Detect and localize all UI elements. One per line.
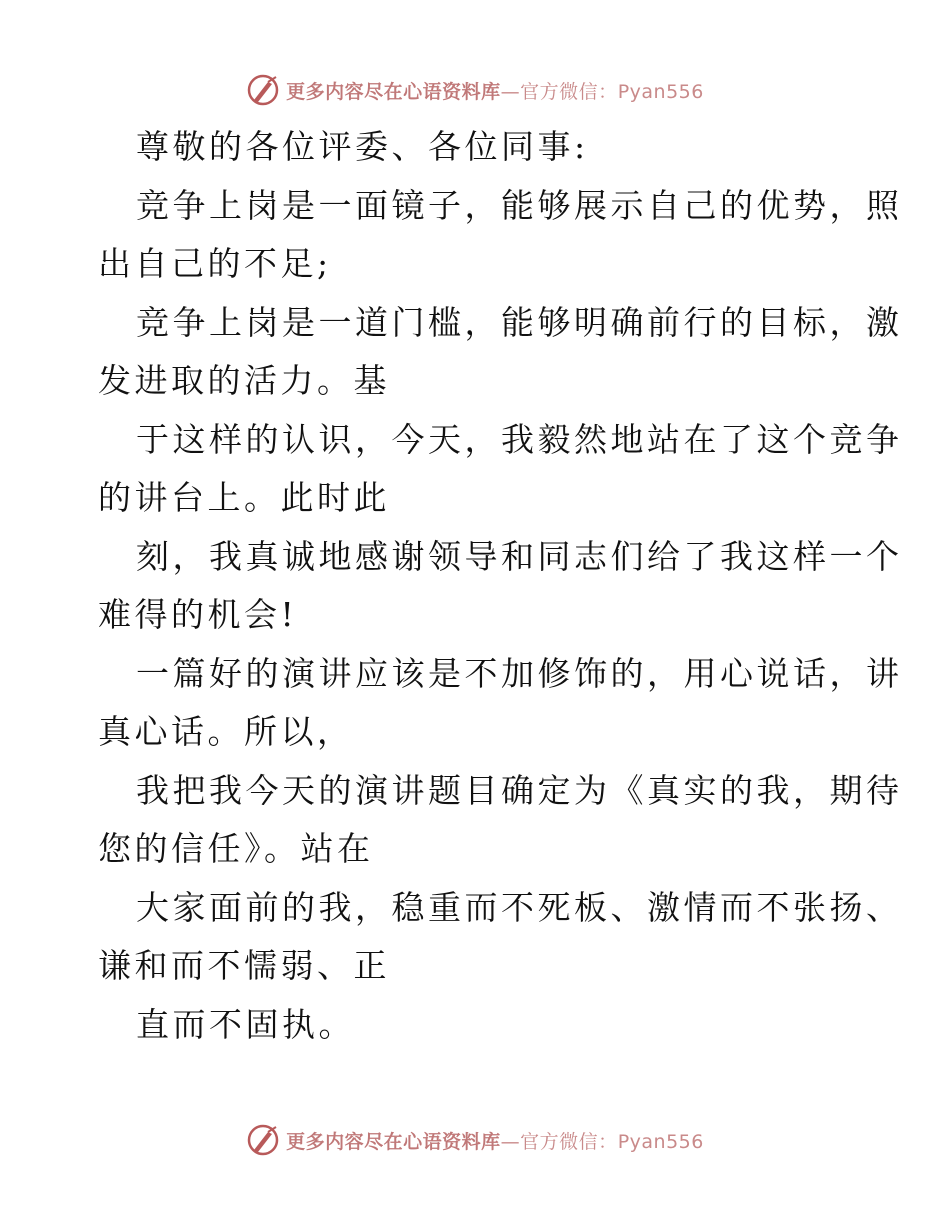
document-body: [98, 118, 903, 1054]
quill-pen-circle-icon: [246, 73, 280, 107]
text-line: 发进取的活力。基: [98, 361, 390, 400]
banner-dash: —: [500, 80, 521, 103]
text-line: 谦和而不懦弱、正: [98, 946, 390, 985]
banner-brand: 更多内容尽在心语资料库: [286, 80, 501, 103]
banner-brand: 更多内容尽在心语资料库: [286, 1130, 501, 1153]
footer-banner: [0, 1120, 950, 1160]
text-line: 的讲台上。此时此: [98, 478, 390, 517]
text-line: 大家面前的我，稳重而不死板、激情而不张扬、: [136, 887, 903, 927]
banner-wechat-label: 官方微信：: [520, 80, 618, 103]
text-line: 刻，我真诚地感谢领导和同志们给了我这样一个: [136, 536, 903, 576]
banner-text: [286, 1127, 704, 1154]
text-line: 真心话。所以，: [98, 712, 354, 751]
header-banner: [0, 70, 950, 110]
quill-pen-circle-icon: [246, 1123, 280, 1157]
banner-wechat-label: 官方微信：: [520, 1130, 618, 1153]
text-line: 竞争上岗是一面镜子，能够展示自己的优势，照: [136, 185, 903, 225]
banner-wechat-id: Pyan556: [617, 1130, 704, 1153]
banner-dash: —: [500, 1130, 521, 1153]
text-line: 竞争上岗是一道门槛，能够明确前行的目标，激: [136, 302, 903, 342]
banner-wechat-id: Pyan556: [617, 80, 704, 103]
text-line: 出自己的不足;: [98, 244, 332, 283]
text-line: 您的信任》。站在: [98, 829, 374, 868]
banner-text: [286, 77, 704, 104]
text-line: 尊敬的各位评委、各位同事:: [136, 127, 589, 166]
text-line: 于这样的认识，今天，我毅然地站在了这个竞争: [136, 419, 903, 459]
text-line: 一篇好的演讲应该是不加修饰的，用心说话，讲: [136, 653, 903, 693]
text-line: 我把我今天的演讲题目确定为《真实的我，期待: [136, 770, 903, 810]
text-line: 直而不固执。: [136, 1004, 355, 1044]
text-line: 难得的机会!: [98, 595, 298, 634]
